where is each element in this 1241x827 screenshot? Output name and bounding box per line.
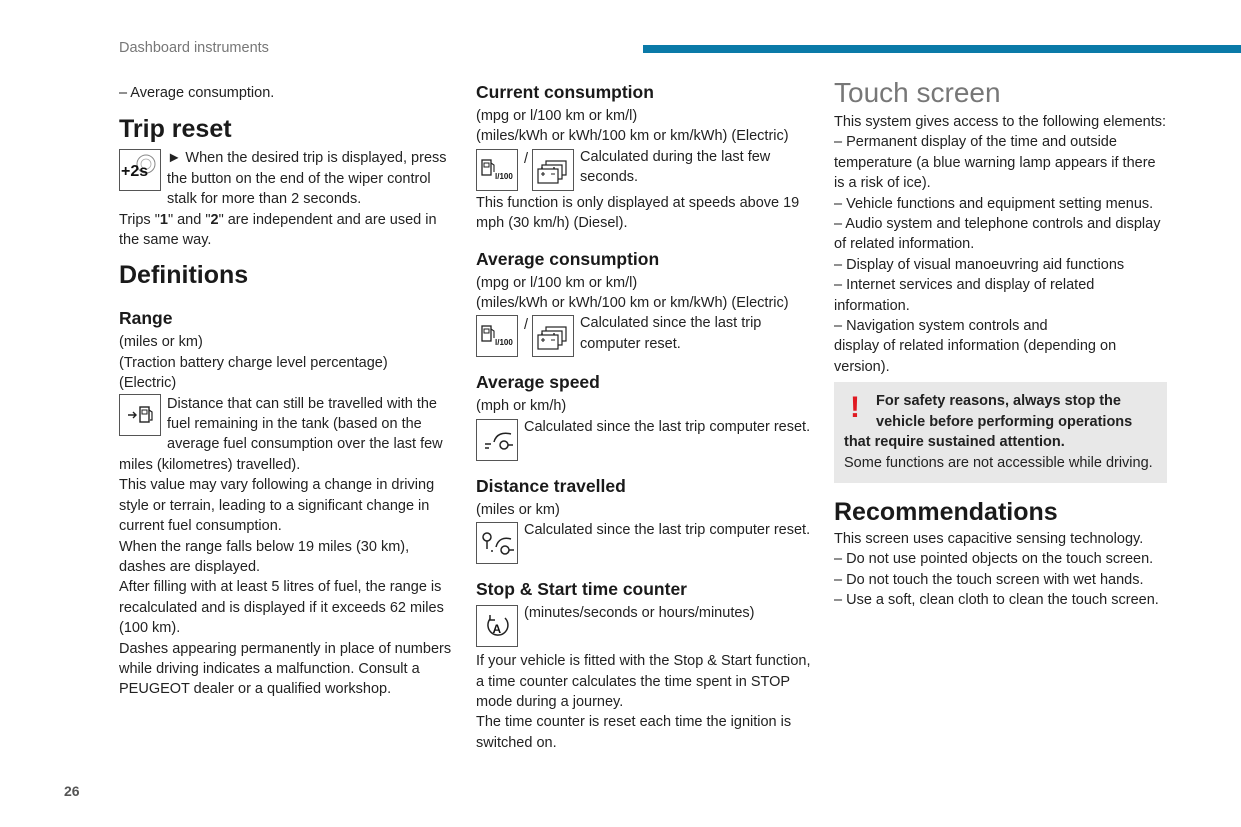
fuel-l100-label: l/100 xyxy=(495,171,513,181)
list-item: – Do not touch the touch screen with wet hands. xyxy=(834,571,1144,588)
subsection-title-distance-travelled: Distance travelled xyxy=(476,475,626,496)
distance-unit: (miles or km) xyxy=(476,501,560,518)
fuel-l100-icon xyxy=(476,315,518,357)
average-speed-description: Calculated since the last trip computer reset. xyxy=(524,418,811,435)
list-item: – Audio system and telephone controls and display of related information. xyxy=(834,216,1161,253)
icon-separator: / xyxy=(524,317,529,334)
list-item: – Display of visual manoeuvring aid functions xyxy=(834,256,1125,273)
average-speed-block xyxy=(476,417,814,463)
battery-stack-icon xyxy=(532,149,574,191)
range-unit: (miles or km) xyxy=(119,334,203,351)
average-consumption-block xyxy=(476,313,814,359)
list-item: display of related information (depending on version). xyxy=(834,338,1117,375)
list-item: – Internet services and display of related information. xyxy=(834,277,1095,314)
list-item: – Do not use pointed objects on the touch screen. xyxy=(834,551,1154,568)
range-paragraph: This value may vary following a change in driving style or terrain, leading to a significant change in current fuel consumption. xyxy=(119,477,435,535)
warning-text: Some functions are not accessible while driving. xyxy=(844,454,1153,471)
plus-2s-icon xyxy=(119,149,161,191)
page-number: 26 xyxy=(64,783,80,799)
list-item: – Navigation system controls and xyxy=(834,318,1048,335)
fuel-l100-label: l/100 xyxy=(495,338,513,348)
subsection-title-current-consumption: Current consumption xyxy=(476,82,654,102)
section-title-touch-screen: Touch screen xyxy=(834,77,1001,108)
section-title-recommendations: Recommendations xyxy=(834,497,1058,526)
battery-stack-icon xyxy=(532,315,574,357)
subsection-title-stop-start: Stop & Start time counter xyxy=(476,579,687,600)
range-paragraph: Dashes appearing permanently in place of numbers while driving indicates a malfunction. Consult a PEUGEOT dealer or a qualified workshop. xyxy=(119,640,452,698)
average-consumption-description: Calculated since the last trip computer reset. xyxy=(580,315,762,352)
exclamation-icon: ! xyxy=(850,391,860,425)
stop-start-label: A xyxy=(492,622,502,637)
current-consumption-note: This function is only displayed at speeds above 19 mph (30 km/h) (Diesel). xyxy=(476,194,800,232)
subsection-title-average-speed: Average speed xyxy=(476,372,600,393)
distance-travelled-description: Calculated since the last trip computer reset. xyxy=(524,522,811,539)
average-unit: (mpg or l/100 km or km/l) xyxy=(476,274,638,291)
column-left xyxy=(119,83,457,700)
current-unit: (miles/kWh or kWh/100 km or km/kWh) (Electric) xyxy=(476,128,789,145)
trip-independence-text: Trips "1" and "2" are independent and are used in the same way. xyxy=(119,211,437,249)
stop-start-paragraph: The time counter is reset each time the ignition is switched on. xyxy=(476,714,792,751)
range-paragraph: When the range falls below 19 miles (30 km), dashes are displayed. xyxy=(119,538,410,575)
average-unit: (miles/kWh or kWh/100 km or km/kWh) (Electric) xyxy=(476,295,789,312)
trip-reset-block xyxy=(119,148,457,209)
running-header: Dashboard instruments xyxy=(119,40,269,56)
current-consumption-description: Calculated during the last few seconds. xyxy=(580,148,771,186)
distance-travelled-icon xyxy=(476,522,518,564)
stop-start-unit: (minutes/seconds or hours/minutes) xyxy=(524,605,755,622)
list-item: – Permanent display of the time and outside temperature (a blue warning lamp appears if there is a risk of ice). xyxy=(834,134,1156,192)
fuel-l100-icon xyxy=(476,149,518,191)
list-item: – Use a soft, clean cloth to clean the touch screen. xyxy=(834,592,1159,609)
plus-2s-label: +2s xyxy=(121,163,149,181)
range-unit: (Traction battery charge level percentage) xyxy=(119,354,388,371)
current-unit: (mpg or l/100 km or km/l) xyxy=(476,108,638,124)
stop-start-icon xyxy=(476,605,518,647)
subsection-title-range: Range xyxy=(119,308,173,329)
range-unit: (Electric) xyxy=(119,375,177,392)
speed-unit: (mph or km/h) xyxy=(476,398,567,415)
range-block xyxy=(119,394,457,476)
range-paragraph: After filling with at least 5 litres of fuel, the range is recalculated and is displayed if it exceeds 62 miles (100 km). xyxy=(119,579,444,637)
section-title-trip-reset: Trip reset xyxy=(119,115,232,144)
list-item: – Average consumption. xyxy=(119,85,275,101)
average-speed-icon xyxy=(476,419,518,461)
warning-bold-text: For safety reasons, always stop the vehicle before performing operations that require sustained attention. xyxy=(844,393,1133,451)
safety-warning-box xyxy=(834,382,1167,483)
section-title-definitions: Definitions xyxy=(119,261,249,290)
icon-separator: / xyxy=(524,150,529,167)
stop-start-block xyxy=(476,603,814,649)
header-accent-bar xyxy=(643,45,1241,53)
stop-start-paragraph: If your vehicle is fitted with the Stop & Start function, a time counter calculates the time spent in STOP mode during a journey. xyxy=(476,653,811,711)
current-consumption-block xyxy=(476,147,814,193)
touch-screen-intro: This system gives access to the following elements: xyxy=(834,114,1167,130)
list-item: – Vehicle functions and equipment setting menus. xyxy=(834,195,1154,212)
range-fuel-icon xyxy=(119,394,161,436)
range-description: Distance that can still be travelled with the fuel remaining in the tank (based on the average fuel consumption over the last few miles (kilometres) travelled). xyxy=(119,395,443,473)
distance-travelled-block xyxy=(476,520,814,566)
subsection-title-average-consumption: Average consumption xyxy=(476,248,660,269)
trip-reset-text: ► When the desired trip is displayed, press the button on the end of the wiper control stalk for more than 2 seconds. xyxy=(167,150,447,208)
column-right xyxy=(834,77,1170,611)
column-middle xyxy=(476,83,814,753)
recommendations-intro: This screen uses capacitive sensing technology. xyxy=(834,530,1144,547)
